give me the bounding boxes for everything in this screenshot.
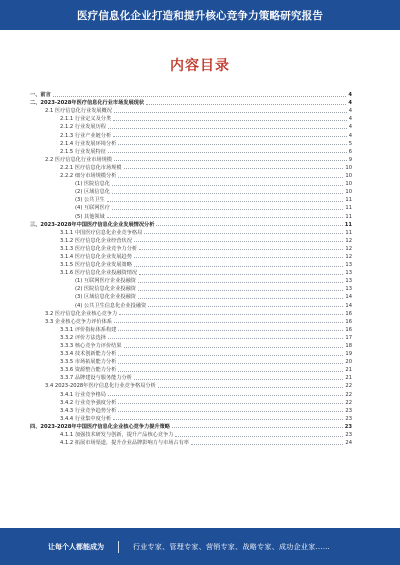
toc-entry-label: 3.3.6 资源整合能力分析 [60,367,117,374]
toc-leader-dots [112,193,343,194]
toc-entry-page: 12 [345,253,352,260]
toc-entry[interactable] [30,381,352,389]
toc-entry-label: 2.1.4 行业发展环境分析 [60,140,117,147]
toc-entry[interactable] [30,260,352,268]
toc-entry[interactable] [30,398,352,406]
toc-entry-label: 四、2023-2028年中国医疗信息化企业核心竞争力提升策略 [30,423,170,430]
toc-entry-page: 10 [345,181,352,188]
toc-leader-dots [148,306,343,307]
toc-entry-label: 3.4 2023-2028年医疗信息化行业竞争格局分析 [45,383,156,390]
toc-entry-label: (3) 区域信息化企业投融资 [75,294,136,301]
toc-leader-dots [108,395,343,396]
toc-entry-page: 13 [345,262,352,269]
toc-entry-label: (2) 区域信息化 [75,189,110,196]
toc-entry[interactable] [30,430,352,438]
toc-entry[interactable] [30,220,352,228]
report-header-bar [0,0,400,30]
toc-entry-page: 5 [348,140,352,147]
toc-entry-page: 4 [348,116,352,123]
toc-entry-label: 4.1.1 加强技术研发与创新，提升产品核心竞争力 [60,432,174,439]
toc-entry[interactable] [30,357,352,365]
toc-entry-label: 2.2 医疗信息化行业市场规模 [45,156,112,163]
toc-entry-label: (1) 医院信息化 [75,181,110,188]
toc-leader-dots [118,177,343,178]
toc-entry[interactable] [30,438,352,446]
toc-entry-page: 12 [345,245,352,252]
toc-entry[interactable] [30,106,352,114]
toc-leader-dots [114,112,347,113]
toc-leader-dots [114,160,347,161]
toc-entry[interactable] [30,373,352,381]
toc-leader-dots [134,241,343,242]
toc-leader-dots [107,217,344,218]
toc-entry[interactable] [30,139,352,147]
toc-entry-page: 17 [345,334,352,341]
toc-entry-page: 4 [348,132,352,139]
toc-entry-label: 3.1.4 医疗信息化企业发展趋势 [60,253,132,260]
toc-entry[interactable] [30,349,352,357]
toc-entry-label: 3.4.2 行业竞争强度分析 [60,399,117,406]
toc-entry[interactable] [30,325,352,333]
toc-entry-page: 16 [345,326,352,333]
toc-entry[interactable] [30,203,352,211]
footer-slogan-left: 让每个人都能成为 [48,542,104,551]
toc-entry-page: 4 [348,100,352,107]
toc-entry[interactable] [30,406,352,414]
toc-leader-dots [158,387,344,388]
toc-leader-dots [112,209,343,210]
report-title: 医疗信息化企业打造和提升核心竞争力策略研究报告 [76,9,324,22]
toc-entry-label: 3.4.3 行业竞争趋势分析 [60,407,117,414]
toc-leader-dots [108,128,347,129]
toc-entry[interactable] [30,211,352,219]
toc-leader-dots [191,444,343,445]
toc-entry-label: 2.1.1 行业定义及分类 [60,116,112,123]
toc-entry-label: 2.1 医疗信息化行业发展概况 [45,108,112,115]
toc-leader-dots [118,371,343,372]
toc-entry[interactable] [30,276,352,284]
toc-entry-page: 4 [348,124,352,131]
toc-leader-dots [107,201,344,202]
report-footer-bar [0,528,400,565]
toc-entry-page: 21 [345,367,352,374]
toc-entry-page: 20 [345,359,352,366]
toc-entry-page: 14 [345,294,352,301]
table-of-contents [30,90,352,446]
toc-leader-dots [118,411,343,412]
toc-entry-label: 3.3.1 评价指标体系构建 [60,326,117,333]
toc-leader-dots [118,355,343,356]
toc-entry[interactable] [30,90,352,98]
toc-entry[interactable] [30,292,352,300]
toc-entry-page: 11 [345,205,352,212]
toc-entry[interactable] [30,365,352,373]
toc-entry-page: 16 [345,310,352,317]
toc-entry[interactable] [30,98,352,106]
toc-leader-dots [118,144,346,145]
toc-entry[interactable] [30,122,352,130]
toc-entry-label: (4) 公共卫生信息化企业投融资 [75,302,147,309]
toc-leader-dots [119,314,343,315]
toc-leader-dots [124,347,344,348]
toc-entry-page: 11 [345,229,352,236]
toc-entry-page: 11 [344,221,352,228]
toc-entry-label: 3.1.6 医疗信息化企业投融资情况 [60,270,138,277]
toc-entry[interactable] [30,171,352,179]
toc-entry[interactable] [30,155,352,163]
toc-leader-dots [156,225,342,226]
toc-entry-label: 3.3.5 市场拓展能力分析 [60,359,117,366]
toc-entry-label: 一、前言 [30,92,51,99]
toc-leader-dots [53,96,347,97]
toc-entry-page: 6 [348,148,352,155]
toc-entry[interactable] [30,114,352,122]
toc-entry-label: 3.3 企业核心竞争力评价体系 [45,318,112,325]
toc-leader-dots [172,427,343,428]
toc-entry[interactable] [30,130,352,138]
toc-leader-dots [113,419,343,420]
toc-entry-label: (3) 公共卫生 [75,197,105,204]
toc-entry-page: 21 [345,375,352,382]
toc-leader-dots [134,379,343,380]
toc-entry-page: 16 [345,318,352,325]
toc-leader-dots [139,274,343,275]
toc-entry-page: 13 [345,286,352,293]
toc-leader-dots [175,436,343,437]
footer-divider [118,541,119,553]
toc-entry-page: 23 [344,423,352,430]
toc-entry[interactable] [30,244,352,252]
toc-entry-page: 22 [345,391,352,398]
toc-entry-page: 22 [345,383,352,390]
toc-entry-label: 3.1.1 中国医疗信息化企业竞争格局 [60,229,143,236]
toc-entry-page: 4 [348,108,352,115]
toc-entry-label: 2.2.2 细分市场规模分析 [60,173,117,180]
toc-leader-dots [144,233,343,234]
toc-leader-dots [138,282,344,283]
toc-entry-page: 11 [345,197,352,204]
toc-entry-page: 4 [348,92,352,99]
toc-entry[interactable] [30,252,352,260]
toc-entry-page: 9 [348,156,352,163]
toc-entry-page: 23 [345,432,352,439]
toc-entry-label: 3.3.3 核心竞争力评价结果 [60,343,122,349]
toc-entry-page: 11 [345,213,352,220]
toc-entry-label: 4.1.2 拓展市场渠道，提升企业品牌影响力与市场占有率 [60,440,189,447]
toc-entry-page: 19 [345,351,352,358]
toc-entry[interactable] [30,422,352,430]
toc-entry-label: 3.4.1 行业竞争格局 [60,391,106,398]
toc-entry-label: 3.1.2 医疗信息化企业经营状况 [60,237,132,244]
toc-entry-page: 10 [345,164,352,171]
toc-entry-page: 23 [345,407,352,414]
toc-entry-label: 2.1.3 行业产业链分析 [60,132,112,139]
toc-entry[interactable] [30,268,352,276]
toc-entry[interactable] [30,284,352,292]
toc-leader-dots [124,168,344,169]
toc-entry-label: 3.4.4 行业集中度分析 [60,415,112,422]
toc-leader-dots [118,403,343,404]
toc-entry-label: 3.1.3 医疗信息化企业竞争力分析 [60,245,138,252]
toc-entry[interactable] [30,389,352,397]
toc-entry-page: 23 [345,415,352,422]
toc-entry-label: 2.2.1 医疗信息化市场规模 [60,164,122,171]
toc-entry[interactable] [30,147,352,155]
toc-entry-label: (5) 其他领域 [75,213,105,220]
toc-entry[interactable] [30,228,352,236]
toc-entry[interactable] [30,300,352,308]
toc-leader-dots [146,104,346,105]
toc-entry-page: 18 [345,343,352,349]
toc-leader-dots [112,185,343,186]
toc-entry-page: 13 [345,278,352,285]
toc-leader-dots [118,363,343,364]
toc-entry-label: (4) 互联网医疗 [75,205,110,212]
toc-entry-label: 三、2023-2028年中国医疗信息化企业发展情况分析 [30,221,155,228]
toc-entry-label: 2.1.2 行业发展历程 [60,124,106,131]
toc-heading: 内容目录 [170,58,230,74]
toc-leader-dots [114,322,343,323]
toc-entry-page: 14 [345,302,352,309]
toc-entry-label: 2.1.5 行业发展特征 [60,148,106,155]
toc-leader-dots [118,330,343,331]
toc-entry-label: 3.3.2 评价方法选择 [60,334,106,341]
toc-entry-page: 12 [345,237,352,244]
toc-entry[interactable] [30,317,352,325]
toc-leader-dots [134,266,343,267]
toc-entry[interactable] [30,187,352,195]
toc-entry-label: (1) 互联网医疗企业投融资 [75,278,136,285]
toc-entry-label: 3.2 医疗信息化企业核心竞争力 [45,310,118,317]
toc-entry[interactable] [30,236,352,244]
toc-entry-page: 24 [345,440,352,447]
toc-entry-label: (2) 医院信息化企业投融资 [75,286,136,293]
toc-leader-dots [134,257,343,258]
toc-leader-dots [113,136,347,137]
toc-leader-dots [138,298,344,299]
toc-leader-dots [138,290,344,291]
toc-entry[interactable] [30,341,352,349]
toc-leader-dots [113,120,347,121]
toc-entry-page: 10 [345,189,352,196]
toc-leader-dots [108,338,343,339]
toc-leader-dots [139,249,343,250]
toc-entry-label: 3.3.4 技术创新能力分析 [60,351,117,358]
footer-slogan-right: 行业专家、管理专家、营销专家、战略专家、成功企业家…… [133,542,331,551]
toc-entry-page: 10 [345,173,352,180]
toc-entry[interactable] [30,179,352,187]
toc-entry[interactable] [30,195,352,203]
toc-leader-dots [108,152,347,153]
toc-entry-page: 22 [345,399,352,406]
toc-entry[interactable] [30,414,352,422]
toc-entry[interactable] [30,309,352,317]
toc-entry[interactable] [30,333,352,341]
toc-entry-label: 3.3.7 品牌建设与服务能力分析 [60,375,132,382]
toc-entry-page: 13 [345,270,352,277]
toc-entry-label: 二、2023-2028年医疗信息化行业市场发展现状 [30,100,145,107]
toc-entry-label: 3.1.5 医疗信息化企业发展策略 [60,262,132,269]
toc-entry[interactable] [30,163,352,171]
